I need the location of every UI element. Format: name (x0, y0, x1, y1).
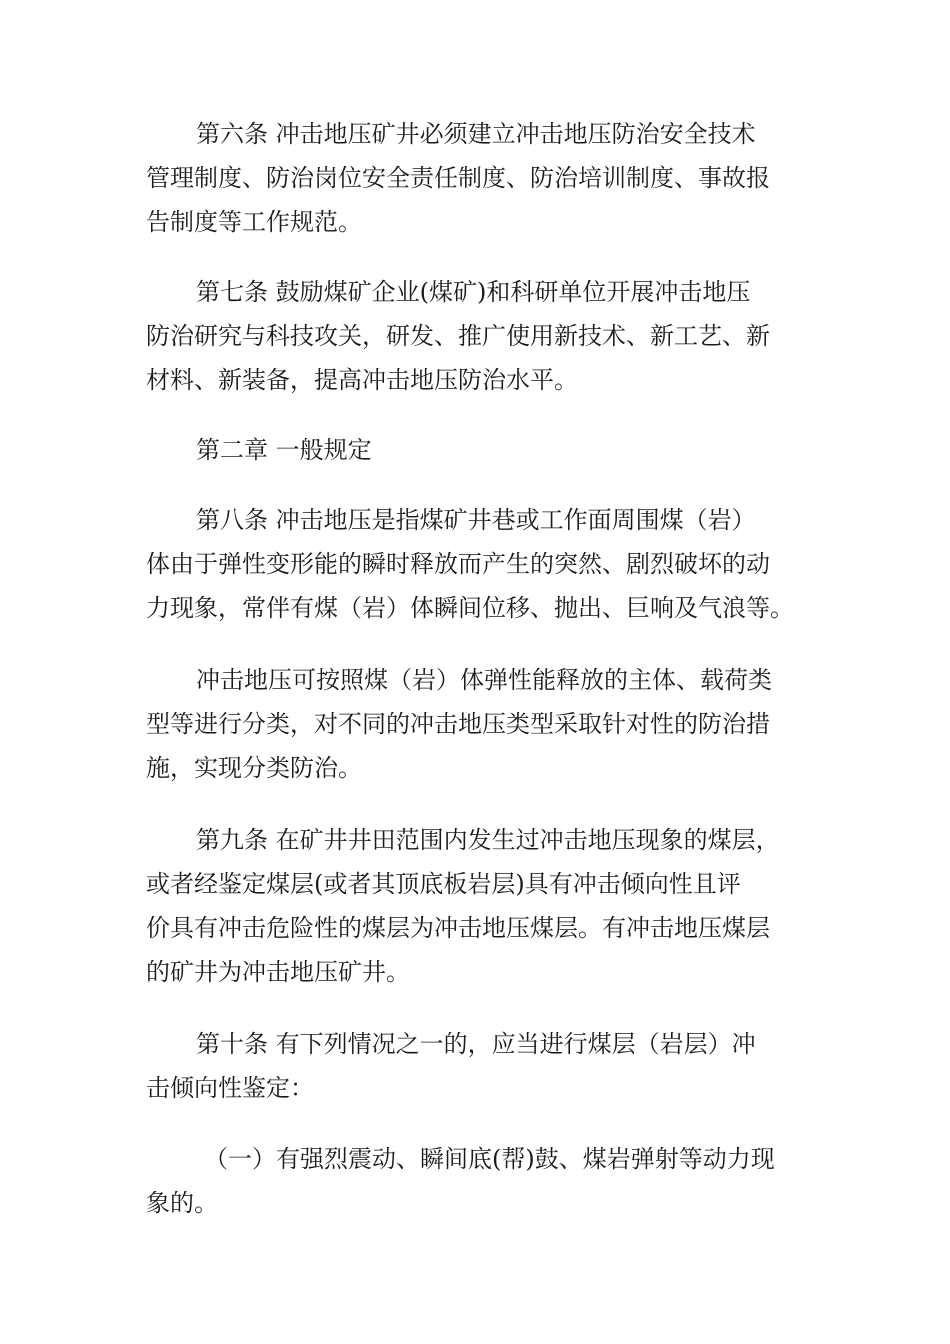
text-line: 冲击地压可按照煤（岩）体弹性能释放的主体、载荷类 (196, 666, 772, 694)
article-10-paragraph (146, 1022, 826, 1110)
text-line: 的矿井为冲击地压矿井。 (146, 958, 410, 986)
text-line: 告制度等工作规范。 (146, 208, 362, 236)
article-9-paragraph (146, 818, 826, 994)
chapter-2-heading (146, 428, 826, 472)
article-10-item-1-paragraph (146, 1137, 826, 1225)
text-line: 第二章 一般规定 (196, 436, 372, 464)
text-line: 第十条 有下列情况之一的，应当进行煤层（岩层）冲 (196, 1030, 756, 1058)
article-6-paragraph (146, 112, 826, 244)
text-line: 材料、新装备，提高冲击地压防治水平。 (146, 366, 578, 394)
article-8-paragraph (146, 498, 826, 630)
text-line: （一）有强烈震动、瞬间底(帮)鼓、煤岩弹射等动力现 (204, 1145, 775, 1173)
text-line: 防治研究与科技攻关，研发、推广使用新技术、新工艺、新 (146, 322, 770, 350)
text-line: 价具有冲击危险性的煤层为冲击地压煤层。有冲击地压煤层 (146, 914, 770, 942)
text-line: 力现象，常伴有煤（岩）体瞬间位移、抛出、巨响及气浪等。 (146, 594, 794, 622)
text-line: 型等进行分类，对不同的冲击地压类型采取针对性的防治措 (146, 710, 770, 738)
text-line: 施，实现分类防治。 (146, 754, 362, 782)
article-7-paragraph (146, 270, 826, 402)
text-line: 第六条 冲击地压矿井必须建立冲击地压防治安全技术 (196, 120, 756, 148)
text-line: 第九条 在矿井井田范围内发生过冲击地压现象的煤层， (196, 826, 780, 854)
text-line: 第七条 鼓励煤矿企业(煤矿)和科研单位开展冲击地压 (196, 278, 751, 306)
article-8-classification-paragraph (146, 658, 826, 790)
text-line: 或者经鉴定煤层(或者其顶底板岩层)具有冲击倾向性且评 (146, 870, 741, 898)
text-line: 管理制度、防治岗位安全责任制度、防治培训制度、事故报 (146, 164, 770, 192)
text-line: 击倾向性鉴定： (146, 1074, 314, 1102)
text-line: 体由于弹性变形能的瞬时释放而产生的突然、剧烈破坏的动 (146, 550, 770, 578)
text-line: 第八条 冲击地压是指煤矿井巷或工作面周围煤（岩） (196, 506, 756, 534)
text-line: 象的。 (146, 1189, 218, 1217)
